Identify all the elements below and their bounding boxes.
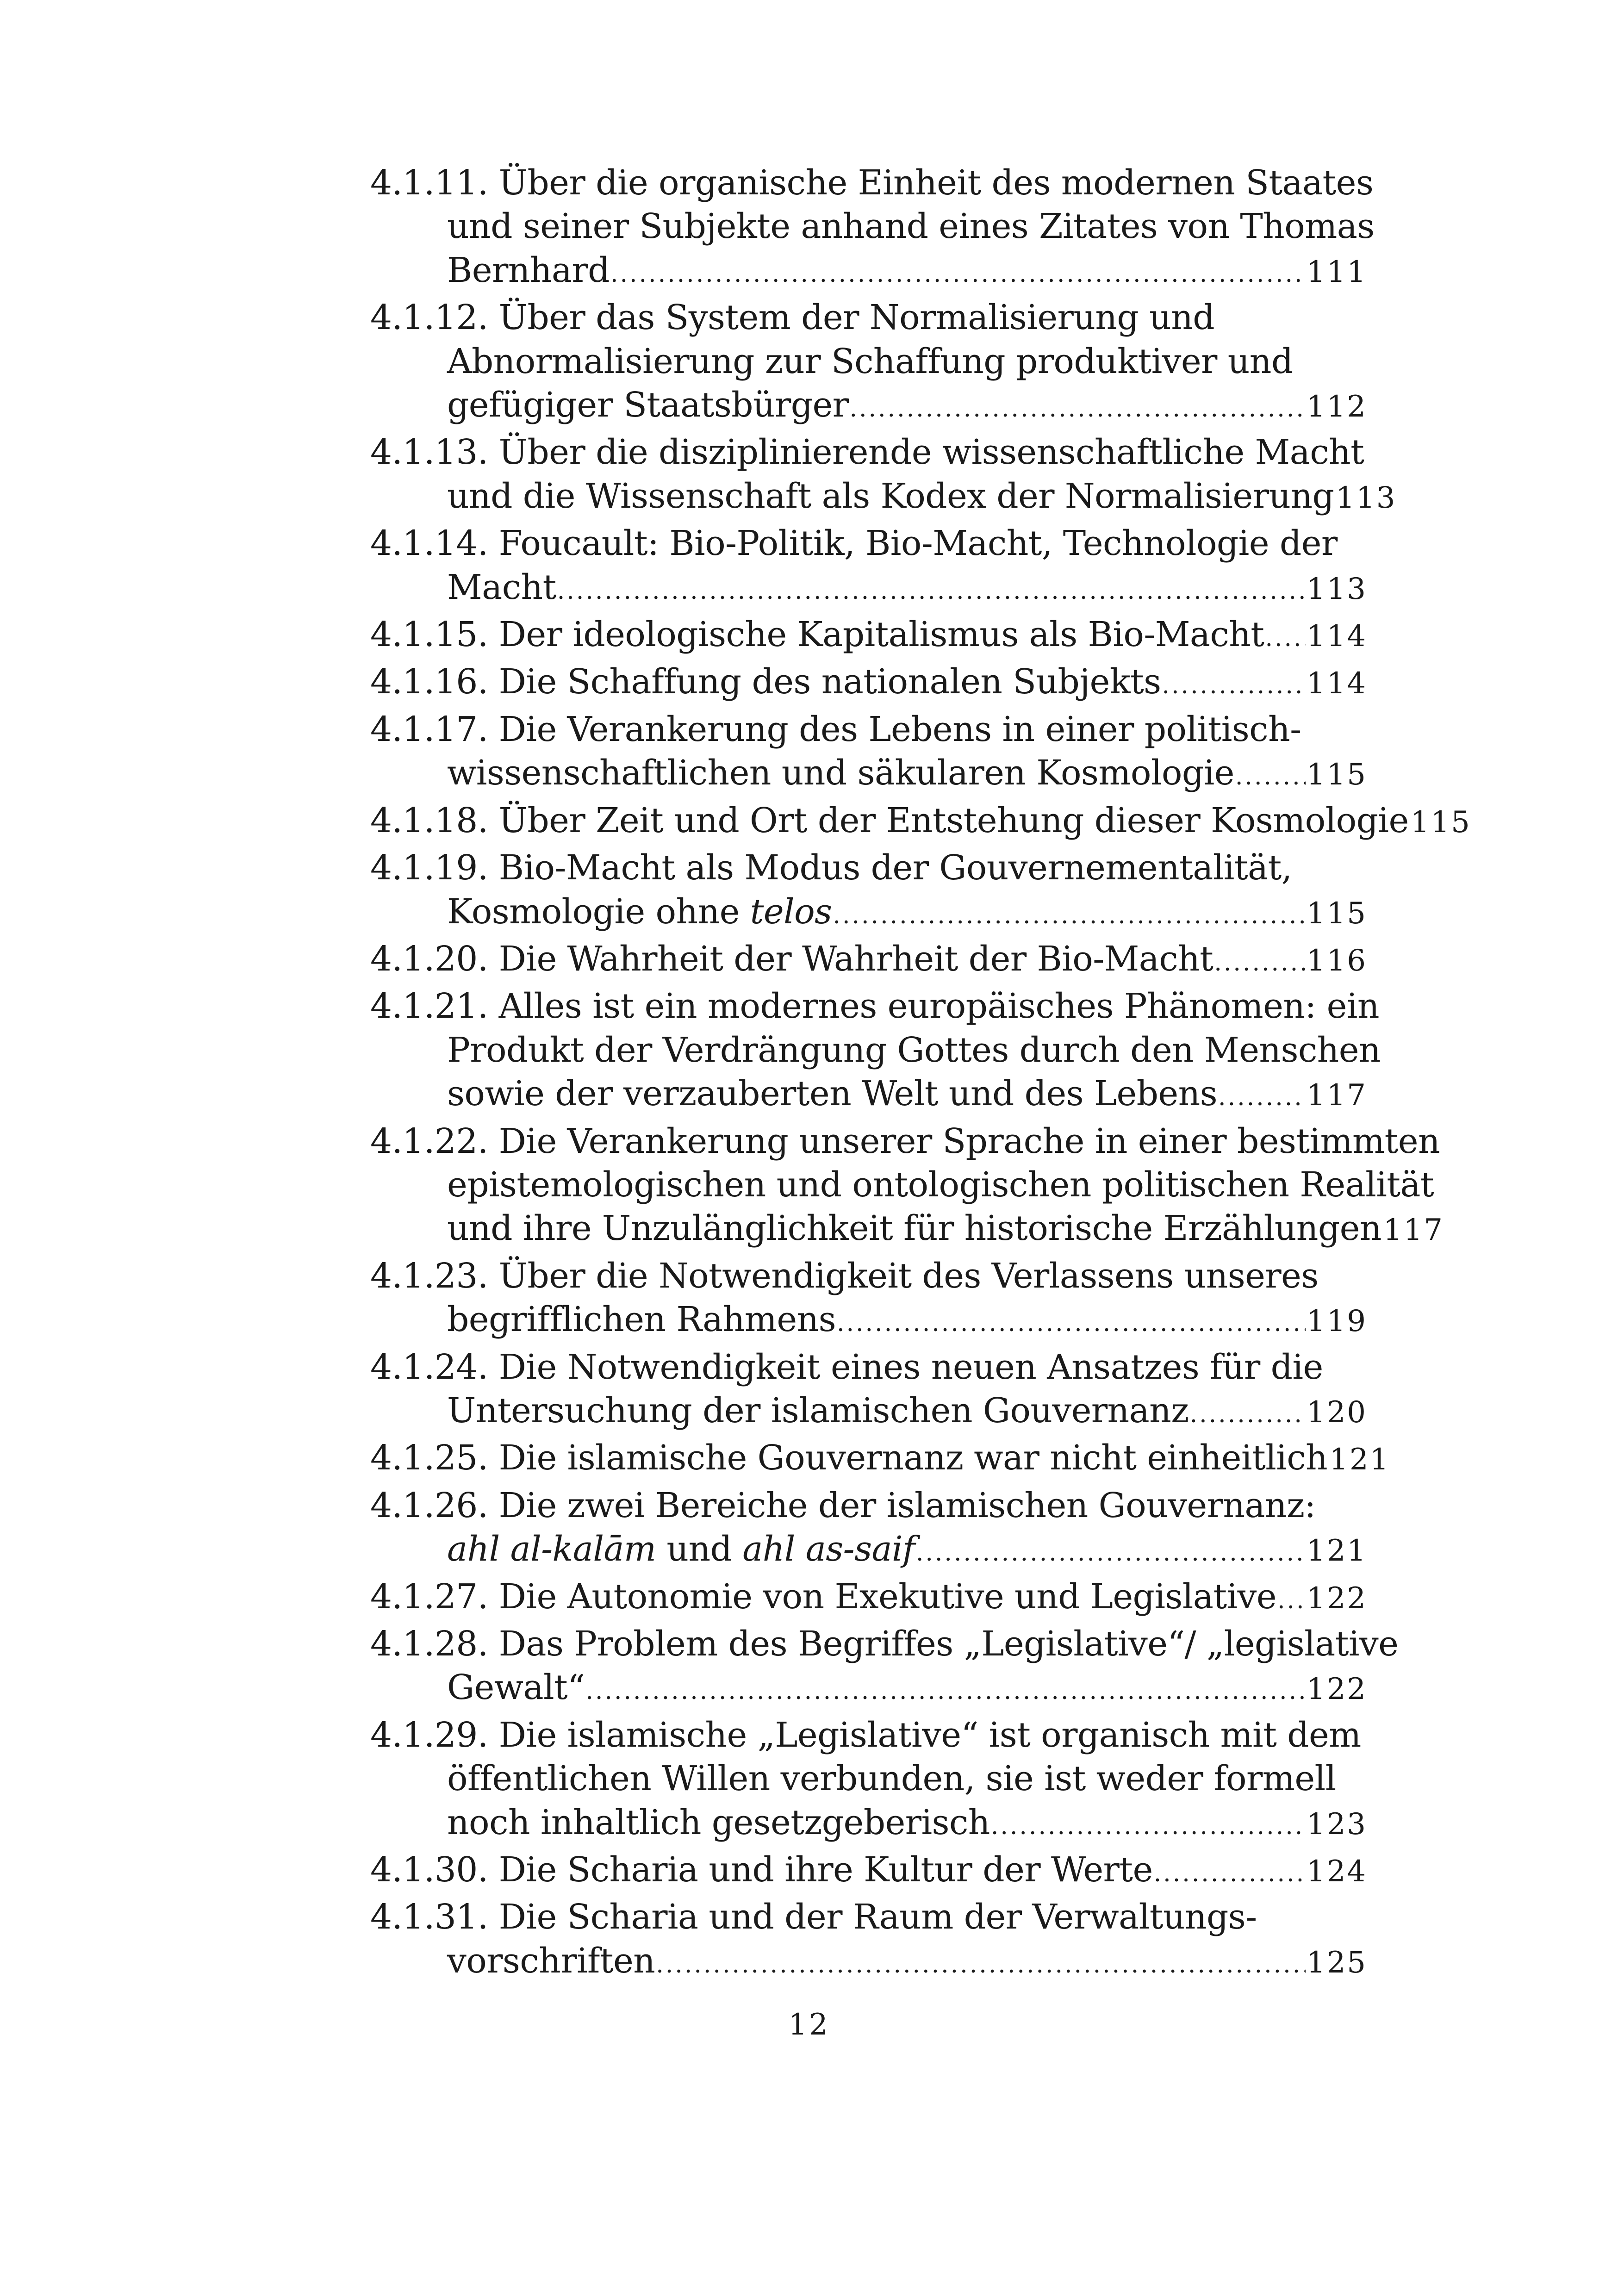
section-number: 4.1.15. bbox=[370, 615, 488, 655]
entry-title-line: Die Scharia und ihre Kultur der Werte bbox=[498, 1850, 1153, 1890]
toc-entry[interactable] bbox=[370, 1484, 1367, 1575]
entry-title-line: Bio-Macht als Modus der Gouvernementalität, bbox=[498, 848, 1292, 888]
entry-title-line: Alles ist ein modernes europäisches Phänomen: ein bbox=[498, 986, 1379, 1027]
entry-title-line: wissenschaftlichen und säkularen Kosmologie bbox=[447, 753, 1234, 793]
dot-leader bbox=[991, 1804, 1306, 1848]
toc-entry[interactable] bbox=[370, 161, 1375, 296]
entry-title-line: epistemologischen und ontologischen politischen Realität bbox=[447, 1164, 1434, 1205]
page-ref: 112 bbox=[1306, 390, 1367, 424]
entry-title-line: und bbox=[656, 1529, 743, 1569]
section-number: 4.1.19. bbox=[370, 848, 488, 888]
section-number: 4.1.14. bbox=[370, 523, 488, 564]
dot-leader bbox=[610, 252, 1306, 296]
dot-leader bbox=[656, 1943, 1306, 1986]
page-ref: 122 bbox=[1306, 1581, 1367, 1616]
entry-title-line: und die Wissenschaft als Kodex der Normalisierung bbox=[447, 476, 1334, 516]
dot-leader bbox=[1154, 1852, 1306, 1895]
page-ref: 117 bbox=[1383, 1213, 1444, 1248]
section-number: 4.1.22. bbox=[370, 1121, 488, 1161]
toc-entry[interactable] bbox=[370, 937, 1367, 984]
toc-entry[interactable] bbox=[370, 430, 1397, 522]
page-ref: 114 bbox=[1306, 619, 1367, 654]
toc-entry[interactable] bbox=[370, 1848, 1367, 1895]
dot-leader bbox=[849, 387, 1305, 430]
entry-title-line: Die Verankerung unserer Sprache in einer bestimmten bbox=[498, 1121, 1440, 1161]
entry-title-line: Über die Notwendigkeit des Verlassens unseres bbox=[498, 1256, 1319, 1296]
toc-entry[interactable] bbox=[370, 1120, 1444, 1254]
toc-entry[interactable] bbox=[370, 1622, 1399, 1713]
toc-entry[interactable] bbox=[370, 522, 1367, 613]
section-number: 4.1.29. bbox=[370, 1715, 488, 1755]
entry-title-line: Der ideologische Kapitalismus als Bio-Macht bbox=[498, 615, 1264, 655]
section-number: 4.1.27. bbox=[370, 1576, 488, 1617]
section-number: 4.1.12. bbox=[370, 298, 488, 338]
entry-title-line: Die islamische Gouvernanz war nicht einheitlich bbox=[498, 1438, 1328, 1478]
page-ref: 116 bbox=[1306, 943, 1367, 978]
entry-title-italic: ahl as-saif bbox=[742, 1529, 915, 1569]
table-of-contents bbox=[370, 161, 1471, 1986]
dot-leader bbox=[916, 1531, 1306, 1574]
section-number: 4.1.24. bbox=[370, 1347, 488, 1387]
toc-entry[interactable] bbox=[370, 660, 1367, 707]
page-ref: 122 bbox=[1306, 1672, 1367, 1707]
toc-entry[interactable] bbox=[370, 296, 1367, 430]
toc-entry[interactable] bbox=[370, 984, 1381, 1119]
entry-title-line: Die zwei Bereiche der islamischen Gouvernanz: bbox=[498, 1485, 1316, 1525]
toc-entry[interactable] bbox=[370, 1895, 1367, 1986]
entry-title-line: Über die organische Einheit des modernen Staates bbox=[498, 163, 1374, 203]
toc-entry[interactable] bbox=[370, 846, 1367, 937]
dot-leader bbox=[837, 1301, 1306, 1345]
entry-title-line: Über Zeit und Ort der Entstehung dieser Kosmologie bbox=[498, 800, 1409, 840]
page-ref: 114 bbox=[1306, 666, 1367, 701]
page-ref: 113 bbox=[1336, 480, 1397, 515]
entry-title-line: Die Autonomie von Exekutive und Legislative bbox=[498, 1576, 1276, 1617]
page-ref: 120 bbox=[1306, 1395, 1367, 1430]
page-ref: 119 bbox=[1306, 1304, 1367, 1339]
page-ref: 121 bbox=[1306, 1534, 1367, 1568]
page-ref: 113 bbox=[1306, 572, 1367, 606]
page-ref: 115 bbox=[1410, 805, 1471, 840]
toc-entry[interactable] bbox=[370, 708, 1367, 799]
dot-leader bbox=[1265, 616, 1305, 660]
entry-title-line: und seiner Subjekte anhand eines Zitates von Thomas bbox=[447, 206, 1375, 247]
toc-entry[interactable] bbox=[370, 799, 1471, 846]
entry-title-line: Untersuchung der islamischen Gouvernanz bbox=[447, 1390, 1189, 1431]
toc-entry[interactable] bbox=[370, 1254, 1367, 1345]
entry-title-line: Die Verankerung des Lebens in einer politisch- bbox=[498, 709, 1301, 749]
entry-title-line: Kosmologie ohne bbox=[447, 891, 750, 932]
toc-entry[interactable] bbox=[370, 1345, 1367, 1437]
section-number: 4.1.23. bbox=[370, 1256, 488, 1296]
section-number: 4.1.25. bbox=[370, 1438, 488, 1478]
section-number: 4.1.30. bbox=[370, 1850, 488, 1890]
entry-title-line: Bernhard bbox=[447, 250, 610, 290]
entry-title-line: Foucault: Bio-Politik, Bio-Macht, Technologie der bbox=[498, 523, 1338, 564]
toc-entry[interactable] bbox=[370, 1575, 1367, 1622]
page-ref: 121 bbox=[1329, 1443, 1390, 1477]
section-number: 4.1.11. bbox=[370, 163, 488, 203]
entry-title-line: begrifflichen Rahmens bbox=[447, 1300, 836, 1340]
toc-entry[interactable] bbox=[370, 1436, 1390, 1483]
section-number: 4.1.28. bbox=[370, 1624, 488, 1664]
entry-title-line: vorschriften bbox=[447, 1941, 655, 1981]
section-number: 4.1.26. bbox=[370, 1485, 488, 1525]
section-number: 4.1.20. bbox=[370, 939, 488, 979]
entry-title-line: sowie der verzauberten Welt und des Lebens bbox=[447, 1074, 1218, 1114]
page-ref: 117 bbox=[1306, 1078, 1367, 1113]
dot-leader bbox=[1190, 1393, 1306, 1436]
dot-leader bbox=[585, 1669, 1305, 1713]
section-number: 4.1.16. bbox=[370, 662, 488, 702]
section-number: 4.1.18. bbox=[370, 800, 488, 840]
entry-title-line: Die Wahrheit der Wahrheit der Bio-Macht bbox=[498, 939, 1214, 979]
section-number: 4.1.21. bbox=[370, 986, 488, 1027]
entry-title-line: öffentlichen Willen verbunden, sie ist weder formell bbox=[447, 1759, 1336, 1799]
entry-title-line: Abnormalisierung zur Schaffung produktiver und bbox=[447, 341, 1293, 381]
dot-leader bbox=[833, 894, 1305, 937]
entry-title-line: Produkt der Verdrängung Gottes durch den Menschen bbox=[447, 1030, 1381, 1070]
entry-title-italic: telos bbox=[750, 891, 832, 932]
toc-entry[interactable] bbox=[370, 613, 1367, 660]
dot-leader bbox=[1235, 755, 1306, 798]
entry-title-line: Die Schaffung des nationalen Subjekts bbox=[498, 662, 1161, 702]
page-ref: 124 bbox=[1306, 1854, 1367, 1889]
entry-title-line: Die Notwendigkeit eines neuen Ansatzes für die bbox=[498, 1347, 1323, 1387]
entry-title-line: und ihre Unzulänglichkeit für historische Erzählungen bbox=[447, 1208, 1382, 1249]
dot-leader bbox=[1214, 941, 1306, 984]
dot-leader bbox=[1277, 1579, 1306, 1622]
entry-title-line: Die islamische „Legislative“ ist organisch mit dem bbox=[498, 1715, 1361, 1755]
dot-leader bbox=[1218, 1076, 1306, 1119]
entry-title-line: noch inhaltlich gesetzgeberisch bbox=[447, 1802, 990, 1842]
entry-title-line: Über die disziplinierende wissenschaftliche Macht bbox=[498, 432, 1364, 473]
section-number: 4.1.13. bbox=[370, 432, 488, 473]
entry-title-italic: ahl al-kalām bbox=[447, 1529, 656, 1569]
page-number: 12 bbox=[788, 2008, 830, 2042]
page-ref: 125 bbox=[1306, 1945, 1367, 1980]
section-number: 4.1.31. bbox=[370, 1897, 488, 1937]
dot-leader bbox=[1162, 664, 1306, 707]
dot-leader bbox=[557, 569, 1306, 613]
entry-title-line: gefügiger Staatsbürger bbox=[447, 385, 849, 425]
section-number: 4.1.17. bbox=[370, 709, 488, 749]
page-ref: 123 bbox=[1306, 1807, 1367, 1842]
entry-title-line: Die Scharia und der Raum der Verwaltungs- bbox=[498, 1897, 1257, 1937]
page-ref: 115 bbox=[1306, 758, 1367, 792]
entry-title-line: Das Problem des Begriffes „Legislative“/ „legislative bbox=[498, 1624, 1399, 1664]
toc-entry[interactable] bbox=[370, 1713, 1367, 1848]
page-ref: 111 bbox=[1306, 255, 1367, 289]
entry-title-line: Macht bbox=[447, 567, 556, 607]
entry-title-line: Gewalt“ bbox=[447, 1668, 585, 1708]
entry-title-line: Über das System der Normalisierung und bbox=[498, 298, 1215, 338]
page-ref: 115 bbox=[1306, 896, 1367, 931]
